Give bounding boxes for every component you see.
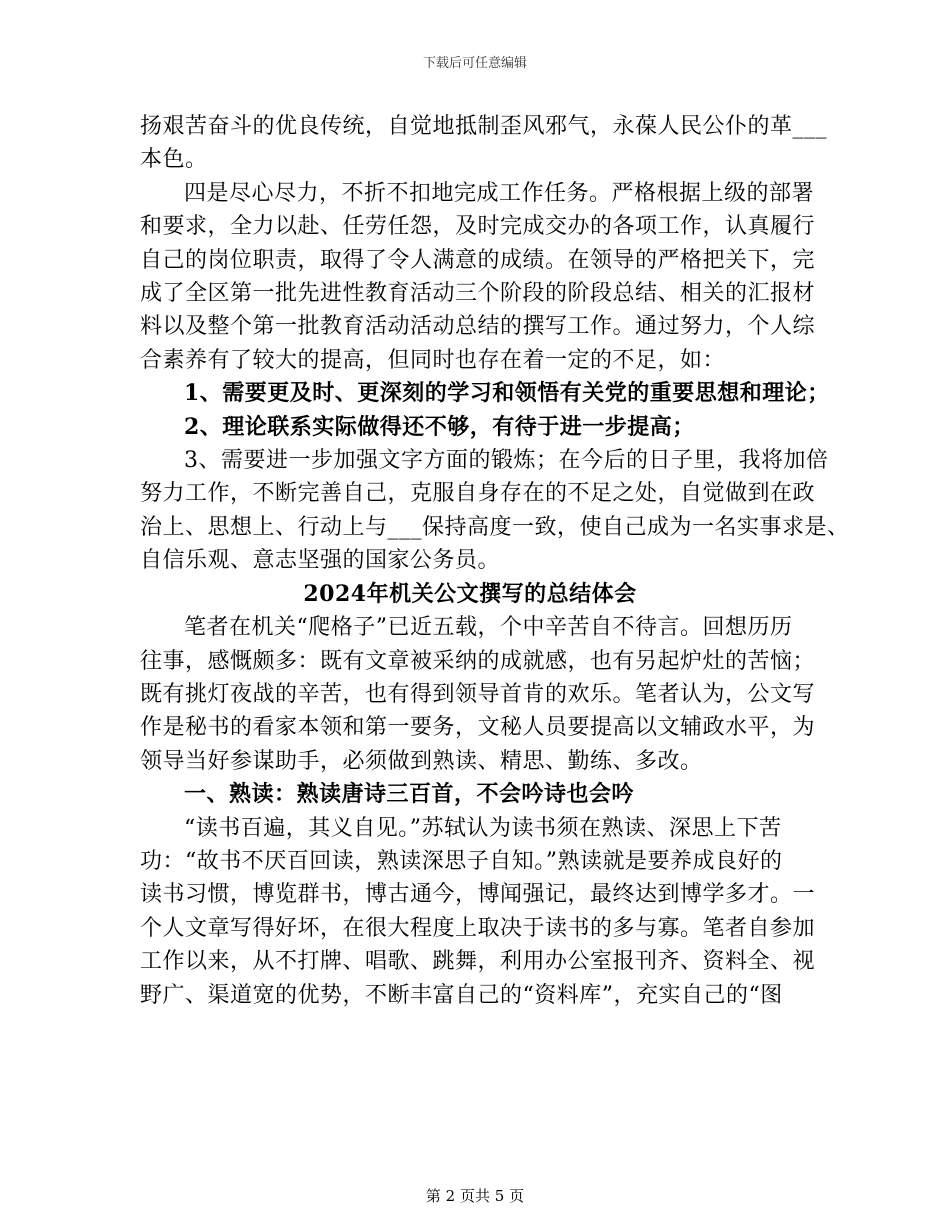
list-item-2: 2、理论联系实际做得还不够，有待于进一步提高； <box>184 413 695 440</box>
body-line: 野广、渠道宽的优势，不断丰富自己的“资料库”，充实自己的“图 <box>140 982 783 1008</box>
body-line: 读书习惯，博览群书，博古通今，博闻强记，最终达到博学多才。一 <box>140 882 816 908</box>
body-line: 料以及整个第一批教育活动活动总结的撰写工作。通过努力，个人综 <box>140 314 816 340</box>
list-item-3: 3、需要进一步加强文字方面的锻炼；在今后的日子里，我将加倍 <box>184 448 829 474</box>
body-line: 领导当好参谋助手，必须做到熟读、精思、勤练、多改。 <box>140 748 703 774</box>
body-line: 工作以来，从不打牌、唱歌、跳舞，利用办公室报刊齐、资料全、视 <box>140 949 816 975</box>
list-item-1: 1、需要更及时、更深刻的学习和领悟有关党的重要思想和理论； <box>184 380 830 407</box>
body-line: 治上、思想上、行动上与___保持高度一致，使自己成为一名实事求是、 <box>140 514 850 540</box>
body-line: 笔者在机关“爬格子”已近五载，个中辛苦自不待言。回想历历 <box>184 615 793 641</box>
body-line: 和要求，全力以赴、任劳任怨，及时完成交办的各项工作，认真履行 <box>140 214 816 240</box>
body-line: “读书百遍，其义自见。”苏轼认为读书须在熟读、深思上下苦 <box>184 815 782 841</box>
body-line: 本色。 <box>140 147 208 173</box>
body-line: 成了全区第一批先进性教育活动三个阶段的阶段总结、相关的汇报材 <box>140 281 816 307</box>
body-line: 合素养有了较大的提高，但同时也存在着一定的不足，如： <box>140 347 726 373</box>
page-header: 下载后可任意编辑 <box>422 56 527 71</box>
body-line: 往事，感慨颇多：既有文章被采纳的成就感，也有另起炉灶的苦恼； <box>140 648 816 674</box>
body-line: 作是秘书的看家本领和第一要务，文秘人员要提高以文辅政水平，为 <box>140 715 816 741</box>
body-line: 努力工作，不断完善自己，克服自身存在的不足之处，自觉做到在政 <box>140 481 816 507</box>
section-title: 2024年机关公文撰写的总结体会 <box>303 580 637 607</box>
body-line: 自己的岗位职责，取得了令人满意的成绩。在领导的严格把关下，完 <box>140 247 816 273</box>
document-body <box>140 110 850 1012</box>
body-line: 个人文章写得好坏，在很大程度上取决于读书的多与寡。笔者自参加 <box>140 915 816 941</box>
body-line: 功：“故书不厌百回读，熟读深思子自知。”熟读就是要养成良好的 <box>140 848 783 874</box>
body-line: 自信乐观、意志坚强的国家公务员。 <box>140 548 501 574</box>
body-line: 扬艰苦奋斗的优良传统，自觉地抵制歪风邪气，永葆人民公仆的革___ <box>140 114 828 139</box>
body-line: 既有挑灯夜战的辛苦，也有得到领导首肯的欢乐。笔者认为，公文写 <box>140 681 816 707</box>
body-line: 四是尽心尽力，不折不扣地完成工作任务。严格根据上级的部署 <box>184 180 815 206</box>
page-number: 第 2 页共 5 页 <box>425 1187 525 1205</box>
subsection-heading: 一、熟读：熟读唐诗三百首，不会吟诗也会吟 <box>184 781 635 808</box>
